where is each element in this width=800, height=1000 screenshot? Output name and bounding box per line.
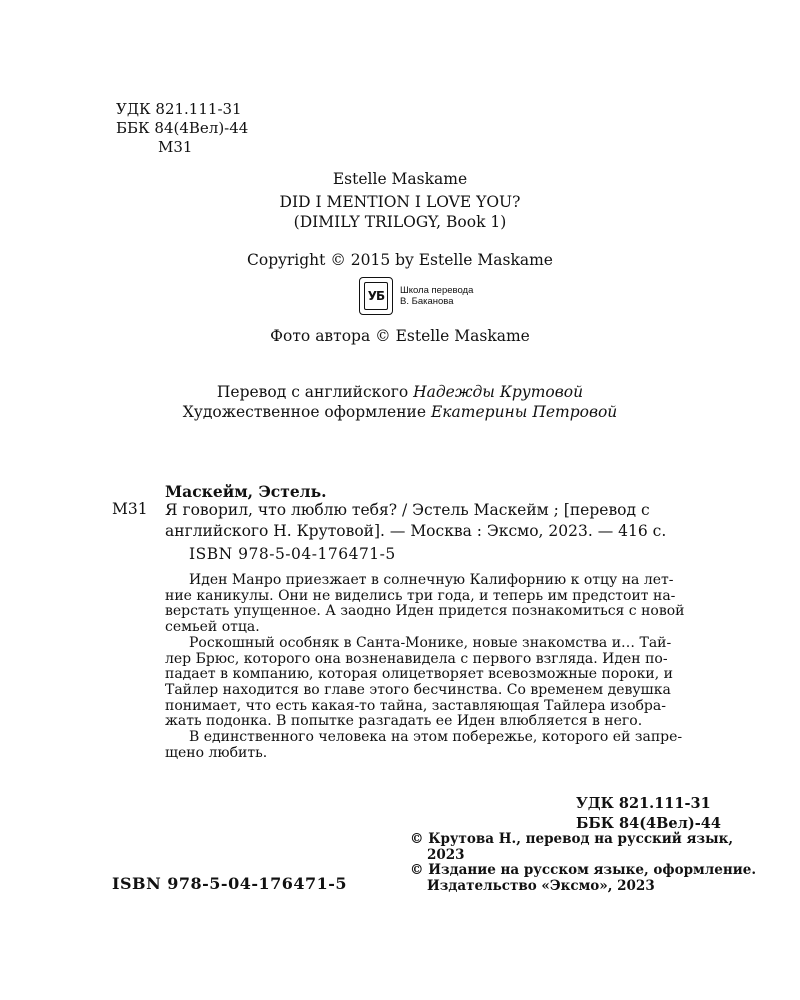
- annotation-line: понимает, что есть какая-то тайна, заставляющая Тайлера изобра-: [165, 697, 666, 714]
- russian-copyright: [410, 832, 756, 894]
- annotation-line: верстать упущенное. А заодно Иден придется познакомиться с новой: [165, 603, 685, 620]
- original-copyright: Copyright © 2015 by Estelle Maskame: [247, 251, 553, 269]
- copyright-line: 2023: [427, 846, 465, 863]
- bibliography-line: английского Н. Крутовой]. — Москва : Эксмо, 2023. — 416 с.: [165, 522, 667, 540]
- logo-text-line1: Школа перевода: [400, 285, 474, 296]
- translation-prefix: Перевод с английского: [216, 383, 414, 401]
- bibliography-author-heading: Маскейм, Эстель.: [165, 482, 327, 501]
- copyright-line: Издательство «Эксмо», 2023: [427, 877, 655, 894]
- annotation-line: щено любить.: [165, 744, 268, 761]
- annotation-line: Тайлер находится во главе этого бесчинства. Со временем девушка: [165, 681, 671, 698]
- annotation-line: падает в компанию, которая олицетворяет всевозможные пороки, и: [165, 666, 673, 683]
- bibliography-description: [165, 500, 725, 542]
- designer-name: Екатерины Петровой: [430, 403, 618, 421]
- bottom-bbk-code: ББК 84(4Вел)-44: [576, 815, 721, 832]
- annotation: [165, 573, 727, 761]
- logo-text-line2: В. Баканова: [400, 296, 454, 307]
- udk-code: УДК 821.111-31: [116, 100, 242, 118]
- top-classification-codes: [116, 100, 248, 157]
- logo-mark-icon: [359, 277, 393, 315]
- design-credit: [0, 403, 800, 422]
- annotation-line: Иден Манро приезжает в солнечную Калифорнию к отцу на лет-: [189, 572, 674, 588]
- annotation-line: Роскошный особняк в Санта-Монике, новые знакомства и… Тай-: [189, 634, 672, 651]
- design-prefix: Художественное оформление: [182, 403, 431, 421]
- author-mark: М31: [158, 138, 193, 156]
- bbk-code: ББК 84(4Вел)-44: [116, 119, 249, 137]
- annotation-line: В единственного человека на этом побережье, которого ей запре-: [189, 729, 683, 746]
- annotation-line: жать подонка. В попытке разгадать ее Иден влюбляется в него.: [165, 713, 643, 730]
- original-series: (DIMILY TRILOGY, Book 1): [293, 213, 507, 231]
- bottom-udk-code: УДК 821.111-31: [576, 795, 711, 812]
- bibliography-isbn: ISBN 978-5-04-176471-5: [189, 545, 396, 563]
- translation-school-logo: [359, 277, 483, 317]
- annotation-line: семьей отца.: [165, 619, 260, 636]
- copyright-line: © Издание на русском языке, оформление.: [410, 862, 757, 878]
- original-title: DID I MENTION I LOVE YOU?: [279, 193, 521, 211]
- copyright-line: © Крутова Н., перевод на русский язык,: [410, 831, 734, 847]
- annotation-line: лер Брюс, которого она возненавидела с первого взгляда. Иден по-: [165, 650, 668, 667]
- bibliography-code: М31: [112, 500, 148, 518]
- logo-text: [400, 285, 473, 307]
- translator-name: Надежды Крутовой: [413, 383, 584, 401]
- photo-credit: Фото автора © Estelle Maskame: [270, 327, 530, 345]
- bibliography-line: Я говорил, что люблю тебя? / Эстель Маскейм ; [перевод с: [165, 501, 650, 519]
- annotation-line: ние каникулы. Они не виделись три года, и теперь им предстоит на-: [165, 587, 676, 604]
- translation-credit: [0, 383, 800, 402]
- logo-mark-letters: УБ: [364, 282, 388, 310]
- original-author: Estelle Maskame: [332, 170, 468, 188]
- isbn-bottom: ISBN 978-5-04-176471-5: [112, 874, 348, 893]
